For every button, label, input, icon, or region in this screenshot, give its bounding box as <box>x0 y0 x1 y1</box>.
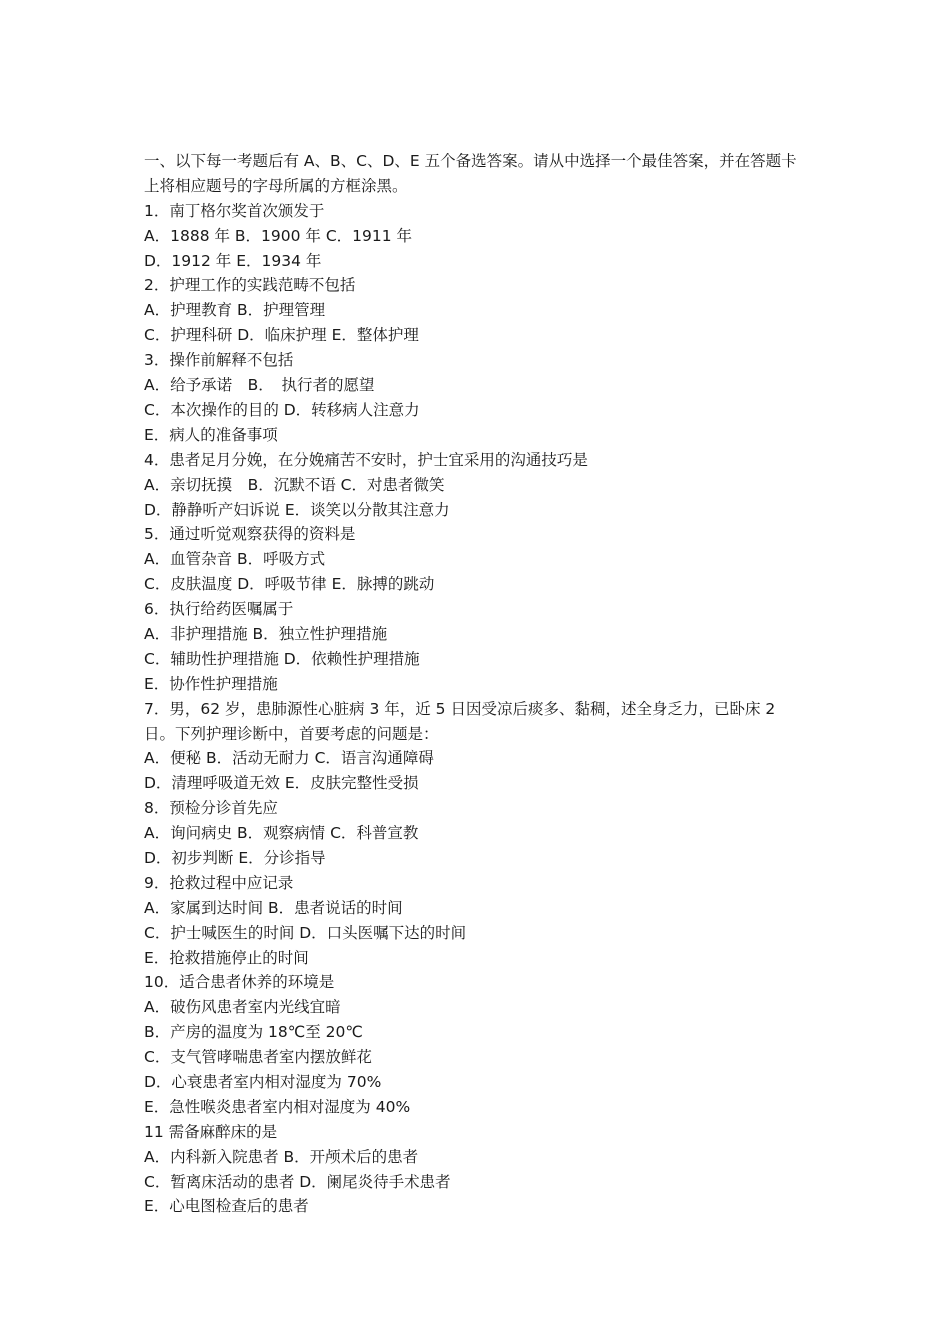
question-3-options-row-1: A．给予承诺 B． 执行者的愿望 <box>144 376 375 395</box>
question-1-options-row-1: A．1888 年 B．1900 年 C．1911 年 <box>144 226 413 245</box>
question-10-option-e: E．急性喉炎患者室内相对湿度为 40% <box>144 1097 411 1116</box>
question-5: 5．通过听觉观察获得的资料是 <box>144 525 356 544</box>
question-8-options-row-1: A．询问病史 B．观察病情 C．科普宣教 <box>144 824 419 843</box>
question-11-options-row-2: C．暂离床活动的患者 D．阑尾炎待手术患者 <box>144 1172 451 1191</box>
question-9-options-row-1: A．家属到达时间 B．患者说话的时间 <box>144 898 403 917</box>
question-3: 3．操作前解释不包括 <box>144 351 294 370</box>
question-4-options-row-2: D．静静听产妇诉说 E．谈笑以分散其注意力 <box>144 500 450 519</box>
question-1: 1．南丁格尔奖首次颁发于 <box>144 201 325 220</box>
question-4-options-row-1: A．亲切抚摸 B．沉默不语 C．对患者微笑 <box>144 475 445 494</box>
question-8-options-row-2: D．初步判断 E．分诊指导 <box>144 849 326 867</box>
question-6: 6．执行给药医嘱属于 <box>144 600 294 619</box>
question-3-options-row-3: E．病人的准备事项 <box>144 425 278 444</box>
question-6-options-row-2: C．辅助性护理措施 D．依赖性护理措施 <box>144 649 420 668</box>
question-11-options-row-3: E．心电图检查后的患者 <box>144 1197 309 1216</box>
question-9-options-row-3: E．抢救措施停止的时间 <box>144 948 309 967</box>
document-body <box>144 149 810 1219</box>
question-7-options-row-2: D．清理呼吸道无效 E．皮肤完整性受损 <box>144 774 419 793</box>
question-9: 9．抢救过程中应记录 <box>144 873 294 892</box>
instructions-paragraph: 一、以下每一考题后有 A、B、C、D、E 五个备选答案。请从中选择一个最佳答案，并在答题卡上将相应题号的字母所属的方框涂黑。 <box>144 152 797 195</box>
question-5-options-row-2: C．皮肤温度 D．呼吸节律 E．脉搏的跳动 <box>144 575 435 594</box>
question-10-option-a: A．破伤风患者室内光线宜暗 <box>144 998 341 1017</box>
question-2: 2．护理工作的实践范畴不包括 <box>144 276 356 295</box>
question-5-options-row-1: A．血管杂音 B．呼吸方式 <box>144 550 326 569</box>
question-6-options-row-3: E．协作性护理措施 <box>144 674 278 693</box>
question-3-options-row-2: C．本次操作的目的 D．转移病人注意力 <box>144 400 420 419</box>
question-11-options-row-1: A．内科新入院患者 B．开颅术后的患者 <box>144 1147 419 1166</box>
question-11: 11 需备麻醉床的是 <box>144 1122 278 1141</box>
question-10-option-b: B．产房的温度为 18℃至 20℃ <box>144 1023 363 1042</box>
question-7-options-row-1: A．便秘 B．活动无耐力 C．语言沟通障碍 <box>144 749 434 768</box>
question-6-options-row-1: A．非护理措施 B．独立性护理措施 <box>144 624 388 643</box>
question-8: 8．预检分诊首先应 <box>144 799 278 818</box>
question-2-options-row-1: A．护理教育 B．护理管理 <box>144 301 326 320</box>
question-4: 4．患者足月分娩，在分娩痛苦不安时，护士宜采用的沟通技巧是 <box>144 450 588 469</box>
question-10-option-d: D．心衰患者室内相对湿度为 70% <box>144 1073 382 1092</box>
question-10-option-c: C．支气管哮喘患者室内摆放鲜花 <box>144 1048 372 1067</box>
question-2-options-row-2: C．护理科研 D．临床护理 E．整体护理 <box>144 326 419 345</box>
question-9-options-row-2: C．护士喊医生的时间 D．口头医嘱下达的时间 <box>144 923 467 942</box>
question-10: 10．适合患者休养的环境是 <box>144 973 335 992</box>
question-7: 7．男，62 岁，患肺源性心脏病 3 年，近 5 日因受凉后痰多、黏稠，述全身乏力，已卧床 2 日。下列护理诊断中，首要考虑的问题是： <box>144 699 776 743</box>
question-1-options-row-2: D．1912 年 E．1934 年 <box>144 251 322 270</box>
